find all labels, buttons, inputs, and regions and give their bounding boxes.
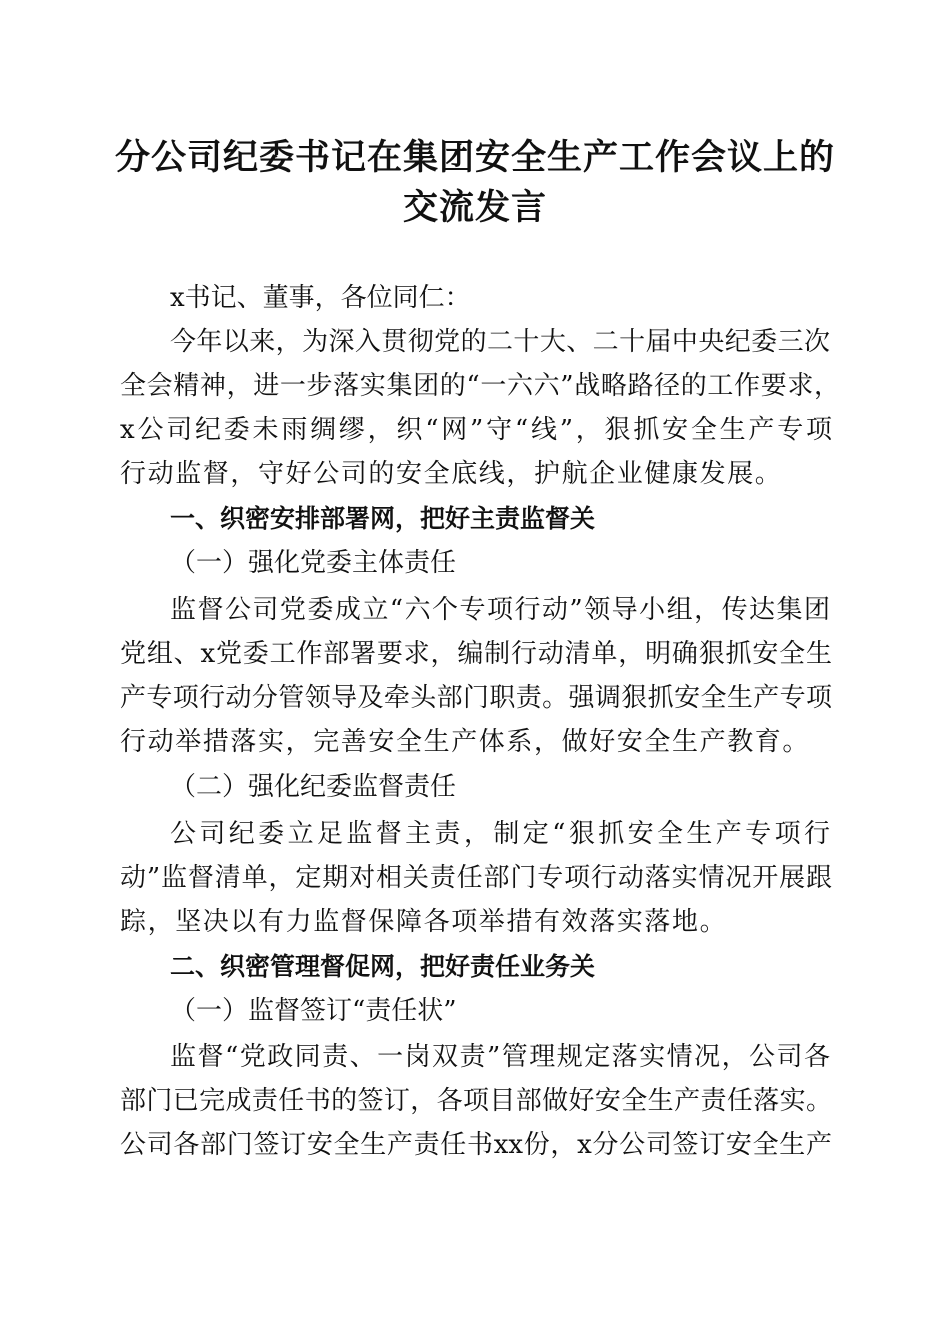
paragraph-line: 踪，坚决以有力监督保障各项举措有效落实落地。 — [120, 907, 728, 937]
paragraph-line: 今年以来，为深入贯彻党的二十大、二十届中央纪委三次 — [170, 327, 830, 357]
paragraph-line: 党组、x党委工作部署要求，编制行动清单，明确狠抓安全生 — [120, 639, 832, 669]
paragraph-line: 行动举措落实，完善安全生产体系，做好安全生产教育。 — [120, 727, 811, 757]
paragraph-line: 监督公司党委成立“六个专项行动”领导小组，传达集团 — [170, 595, 830, 625]
document-title-line-1: 分公司纪委书记在集团安全生产工作会议上的 — [114, 137, 835, 178]
paragraph-line: 产专项行动分管领导及牵头部门职责。强调狠抓安全生产专项 — [120, 683, 832, 713]
paragraph-line: x公司纪委未雨绸缪，织“网”守“线”，狠抓安全生产专项 — [120, 415, 832, 445]
section-heading: 一、织密安排部署网，把好主责监督关 — [170, 504, 596, 533]
paragraph-line: 动”监督清单，定期对相关责任部门专项行动落实情况开展跟 — [120, 863, 832, 893]
subsection-heading: （一）监督签订“责任状” — [170, 996, 457, 1026]
salutation: x书记、董事，各位同仁： — [170, 283, 471, 313]
paragraph-line: 公司各部门签订安全生产责任书xx份，x分公司签订安全生产 — [120, 1130, 832, 1160]
paragraph-line: 行动监督，守好公司的安全底线，护航企业健康发展。 — [120, 459, 783, 489]
paragraph-line: 部门已完成责任书的签订，各项目部做好安全生产责任落实。 — [120, 1086, 832, 1116]
subsection-heading: （二）强化纪委监督责任 — [170, 772, 457, 802]
paragraph-line: 监督“党政同责、一岗双责”管理规定落实情况，公司各 — [170, 1042, 830, 1072]
subsection-heading: （一）强化党委主体责任 — [170, 548, 457, 578]
paragraph-line: 全会精神，进一步落实集团的“一六六”战略路径的工作要求， — [120, 371, 840, 401]
section-heading: 二、织密管理督促网，把好责任业务关 — [170, 952, 596, 981]
paragraph-line: 公司纪委立足监督主责，制定“狠抓安全生产专项行 — [170, 819, 830, 849]
document-title-line-2: 交流发言 — [402, 187, 547, 228]
